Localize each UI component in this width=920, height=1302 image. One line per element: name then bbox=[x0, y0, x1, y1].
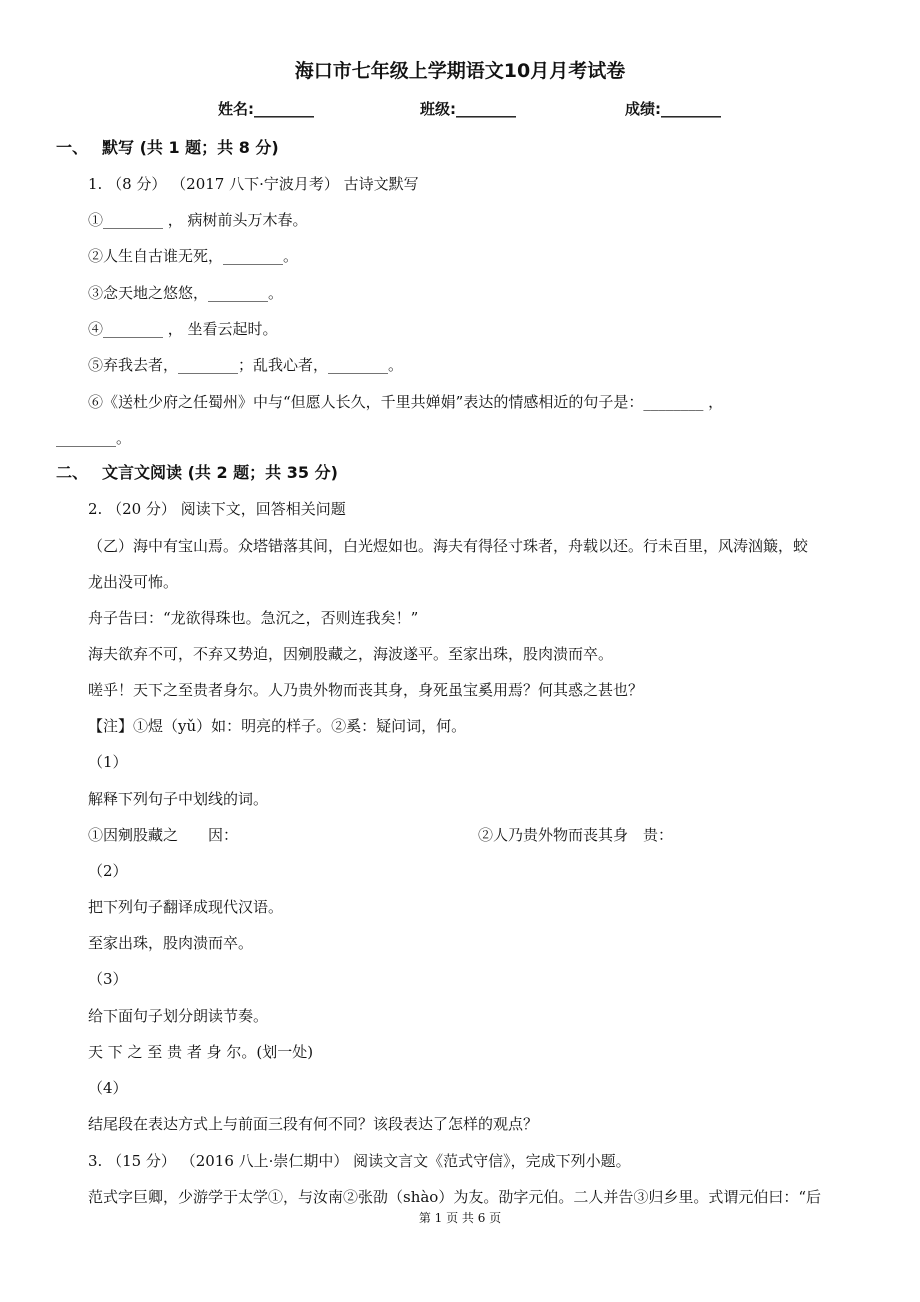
sub-question-prompt: 把下列句子翻译成现代汉语。 bbox=[88, 898, 284, 916]
sub-question-number: （3） bbox=[88, 970, 128, 988]
score-field: 成绩:________ bbox=[625, 100, 721, 118]
section-number: 二、 bbox=[56, 463, 89, 482]
sub-question-number: （1） bbox=[88, 753, 128, 771]
passage-line: 嗟乎！天下之至贵者身尔。人乃贵外物而丧其身，身死虽宝奚用焉？何其惑之甚也？ bbox=[88, 681, 644, 699]
question-item: ②人生自古谁无死，________。 bbox=[88, 247, 299, 265]
section-title: 文言文阅读 (共 2 题；共 35 分) bbox=[102, 463, 338, 482]
sub-question-item: ①因剜股藏之 因： bbox=[88, 826, 239, 844]
section-heading-2 bbox=[56, 463, 338, 483]
sub-question-item: ②人乃贵外物而丧其身 贵： bbox=[478, 826, 674, 844]
passage-line: 舟子告曰：“龙欲得珠也。急沉之，否则连我矣！” bbox=[88, 609, 419, 627]
question-stem: 2. （20 分） 阅读下文，回答相关问题 bbox=[88, 500, 346, 518]
question-item: ________。 bbox=[56, 429, 132, 447]
section-number: 一、 bbox=[56, 138, 89, 157]
page-title: 海口市七年级上学期语文10月月考试卷 bbox=[294, 60, 626, 82]
name-field: 姓名:________ bbox=[218, 100, 314, 118]
passage-line: 范式字巨卿，少游学于太学①，与汝南②张劭（shào）为友。劭字元伯。二人并告③归乡里。式谓元伯曰：“后 bbox=[88, 1188, 822, 1206]
question-item: ④________ ， 坐看云起时。 bbox=[88, 320, 278, 338]
sub-question-prompt: 解释下列句子中划线的词。 bbox=[88, 790, 269, 808]
question-item: ⑥《送杜少府之任蜀州》中与“但愿人长久，千里共婵娟”表达的情感相近的句子是：________ ， bbox=[88, 393, 724, 411]
passage-line: （乙）海中有宝山焉。众塔错落其间，白光煜如也。海夫有得径寸珠者，舟载以还。行未百里，风涛汹簸，蛟 bbox=[88, 537, 809, 555]
class-field: 班级:________ bbox=[420, 100, 516, 118]
sub-question-sentence: 天 下 之 至 贵 者 身 尔。(划一处) bbox=[88, 1043, 314, 1061]
note-line: 【注】①煜（yǔ）如：明亮的样子。②奚：疑问词，何。 bbox=[88, 717, 467, 735]
question-item: ③念天地之悠悠，________。 bbox=[88, 284, 284, 302]
question-item: ①________ ， 病树前头万木春。 bbox=[88, 211, 308, 229]
question-stem: 1. （8 分） （2017 八下·宁波月考） 古诗文默写 bbox=[88, 175, 419, 193]
passage-line: 海夫欲弃不可，不弃又势迫，因剜股藏之，海波遂平。至家出珠，股肉溃而卒。 bbox=[88, 645, 614, 663]
sub-question-sentence: 至家出珠，股肉溃而卒。 bbox=[88, 934, 254, 952]
sub-question-number: （4） bbox=[88, 1079, 128, 1097]
question-stem: 3. （15 分） （2016 八上·崇仁期中） 阅读文言文《范式守信》，完成下列小题。 bbox=[88, 1152, 631, 1170]
question-item: ⑤弃我去者，________；乱我心者，________。 bbox=[88, 356, 404, 374]
sub-question-number: （2） bbox=[88, 862, 128, 880]
sub-question-prompt: 结尾段在表达方式上与前面三段有何不同？该段表达了怎样的观点？ bbox=[88, 1115, 539, 1133]
passage-line: 龙出没可怖。 bbox=[88, 573, 179, 591]
section-heading-1 bbox=[56, 138, 279, 158]
page-footer: 第 1 页 共 6 页 bbox=[418, 1211, 502, 1225]
sub-question-prompt: 给下面句子划分朗读节奏。 bbox=[88, 1007, 269, 1025]
section-title: 默写 (共 1 题；共 8 分) bbox=[102, 138, 279, 157]
